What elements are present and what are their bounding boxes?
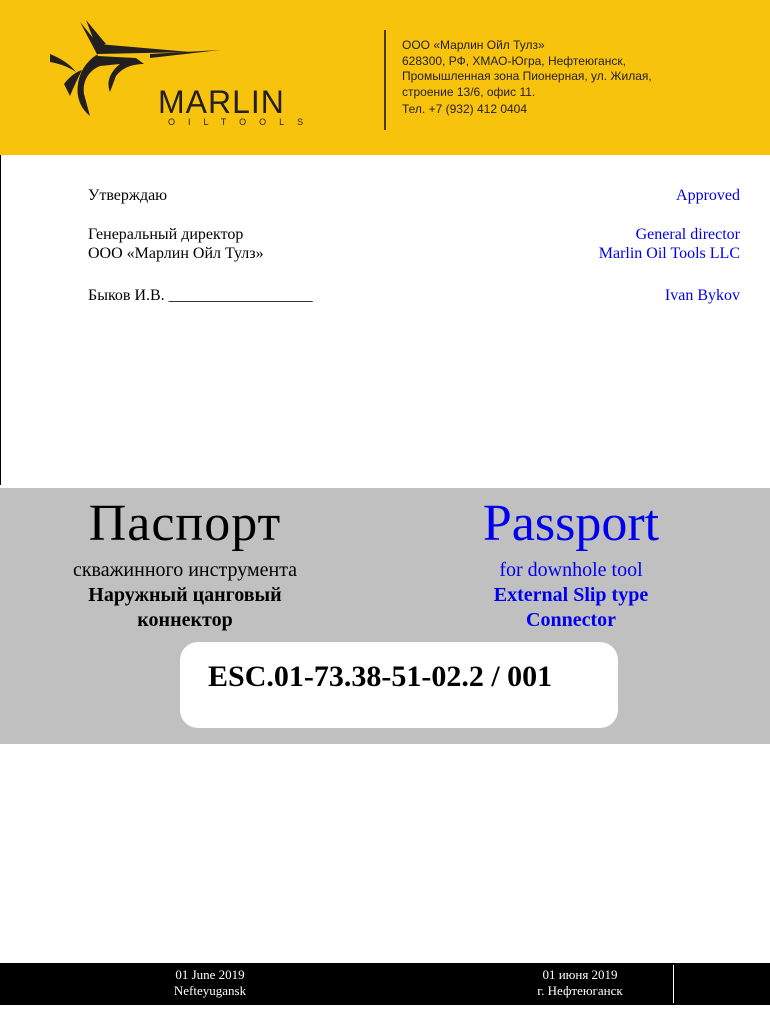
company-line: 628300, РФ, ХМАО-Югра, Нефтеюганск, bbox=[402, 53, 626, 68]
approve-label-en: Approved bbox=[676, 187, 740, 204]
title-ru: Паспорт bbox=[88, 495, 282, 552]
footer-ru bbox=[490, 967, 670, 999]
footer-city-ru: г. Нефтеюганск bbox=[537, 983, 623, 998]
position-en: General director bbox=[635, 226, 740, 243]
title-en: Passport bbox=[482, 495, 660, 552]
subtitle-line-en: for downhole tool bbox=[499, 559, 643, 581]
company-line: строение 13/6, офис 11. bbox=[402, 84, 536, 99]
document-code-box bbox=[180, 642, 618, 728]
signatory-en: Ivan Bykov bbox=[664, 287, 740, 304]
signature-line-ru: Быков И.В. __________________ bbox=[88, 287, 313, 304]
footer-divider bbox=[673, 965, 674, 1003]
company-line: Промышленная зона Пионерная, ул. Жилая, bbox=[402, 69, 652, 83]
subtitle-en bbox=[390, 558, 752, 633]
tool-name-en-line1: External Slip type bbox=[493, 584, 649, 606]
footer-en bbox=[120, 967, 300, 999]
logo-subtext: OILTOOLS bbox=[168, 117, 317, 127]
company-line: ООО «Марлин Ойл Тулз» bbox=[402, 38, 545, 52]
company-name-en: Marlin Oil Tools LLC bbox=[598, 245, 740, 262]
marlin-logo bbox=[40, 14, 317, 127]
page-left-rule bbox=[0, 155, 1, 485]
footer-date-en: 01 June 2019 bbox=[175, 967, 245, 982]
company-address bbox=[402, 38, 762, 118]
subtitle-ru bbox=[0, 558, 370, 633]
document-code: ESC.01-73.38-51-02.2 / 001 bbox=[208, 660, 553, 693]
footer-bar bbox=[0, 963, 770, 1005]
letterhead bbox=[0, 0, 770, 155]
approve-label-ru: Утверждаю bbox=[88, 187, 168, 204]
approval-en bbox=[599, 186, 740, 305]
footer-date-ru: 01 июня 2019 bbox=[542, 967, 618, 982]
tool-name-en-line2: Connector bbox=[526, 609, 616, 631]
tool-name-ru-line1: Наружный цанговый bbox=[88, 584, 282, 606]
tool-name-ru-line2: коннектор bbox=[137, 609, 233, 631]
position-ru: Генеральный директор bbox=[88, 226, 244, 243]
company-phone: Тел. +7 (932) 412 0404 bbox=[402, 102, 528, 116]
company-name-ru: ООО «Марлин Ойл Тулз» bbox=[88, 245, 264, 262]
header-divider bbox=[384, 30, 386, 130]
logo-wordmark: MARLIN bbox=[158, 84, 285, 120]
footer-city-en: Nefteyugansk bbox=[173, 983, 247, 998]
approval-ru bbox=[88, 186, 313, 305]
subtitle-line-ru: скважинного инструмента bbox=[72, 559, 298, 581]
